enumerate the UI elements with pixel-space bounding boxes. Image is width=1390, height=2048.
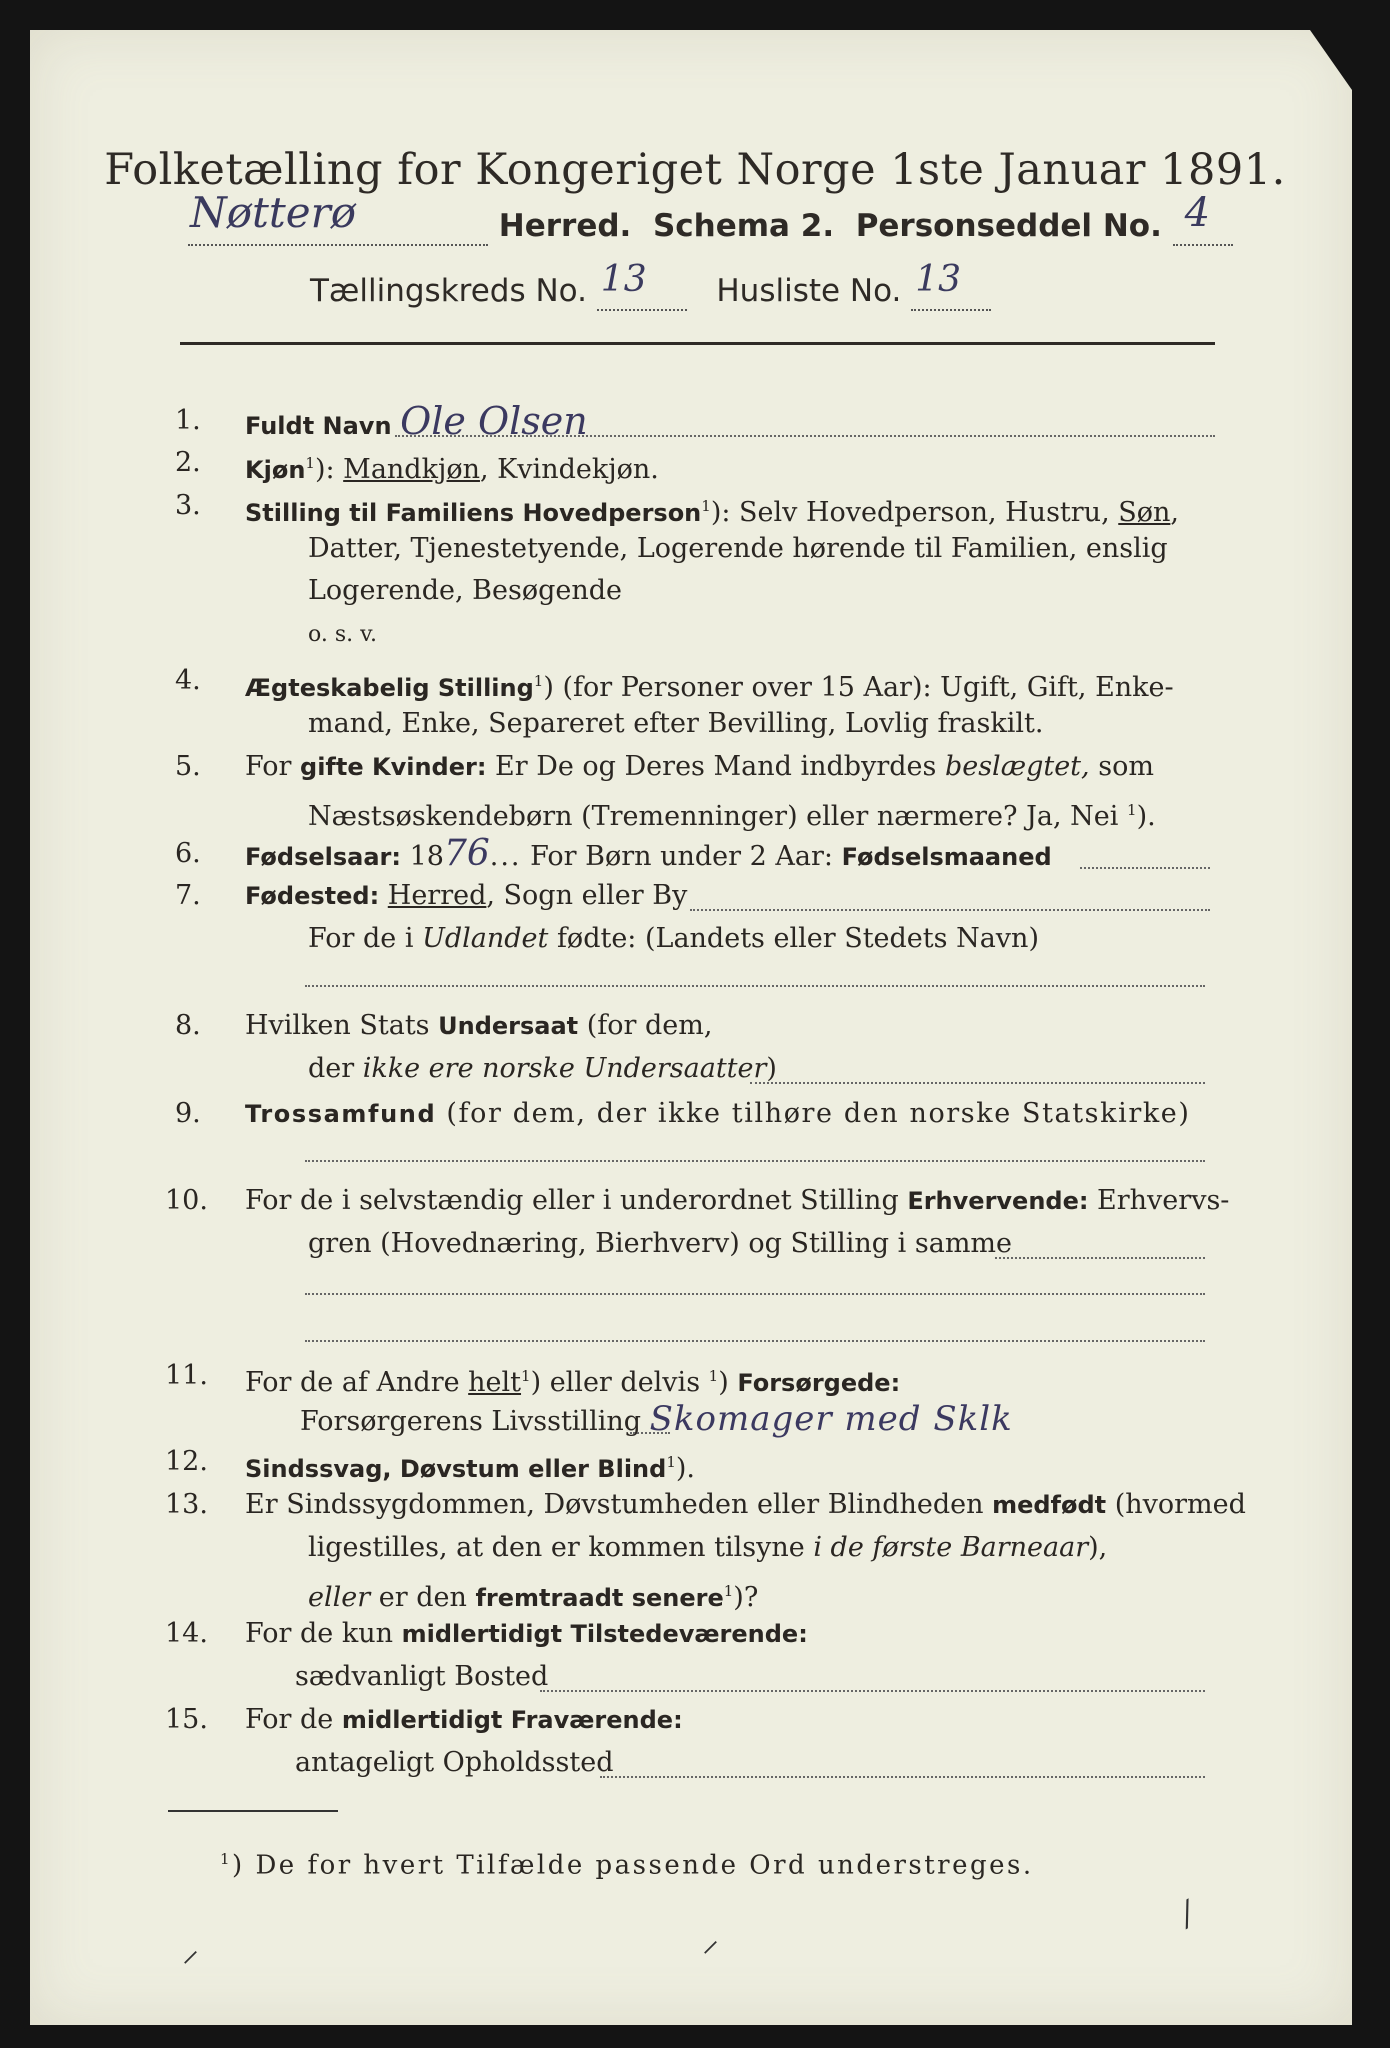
- schema-label: Schema 2.: [652, 208, 835, 244]
- field-7-line: [690, 909, 1210, 911]
- field-3-line-1: [245, 485, 1179, 534]
- field-4-sup: 1: [533, 672, 544, 690]
- field-9-rest: (for dem, der ikke tilhøre den norske Statskirke): [436, 1098, 1191, 1129]
- field-7-text-a: For de i: [308, 923, 423, 954]
- tick-mark-center: ⸝: [702, 1920, 719, 1960]
- husliste-label: Husliste No.: [716, 273, 902, 309]
- provider-occupation-label: Forsørgerens Livsstilling: [300, 1406, 642, 1437]
- husliste-field: [911, 259, 991, 311]
- taellingskreds-label: Tællingskreds No.: [310, 273, 587, 309]
- field-5-sup: 1: [1127, 801, 1137, 819]
- field-13-end: )?: [733, 1582, 759, 1613]
- field-2-colon: ):: [314, 454, 344, 485]
- field-13-text-d: ),: [1088, 1532, 1108, 1563]
- field-12-number: 12.: [165, 1446, 208, 1477]
- field-1-number: 1.: [175, 405, 201, 436]
- field-8-text-b: (for dem,: [578, 1010, 713, 1041]
- field-7-label: Fødested:: [245, 882, 380, 910]
- field-13-emphasis-2: eller: [308, 1582, 371, 1613]
- field-8-line-1: [245, 1005, 712, 1047]
- field-15-label: midlertidigt Fraværende:: [341, 1706, 683, 1734]
- field-5-label: gifte Kvinder:: [300, 753, 487, 781]
- herred-field: [188, 188, 488, 246]
- field-13-line-3: [308, 1570, 758, 1619]
- field-7-emphasis: Udlandet: [422, 923, 549, 954]
- field-8-emphasis: ikke ere norske Undersaatter: [362, 1053, 767, 1084]
- field-14-number: 14.: [165, 1618, 208, 1649]
- field-7-blank-line: [305, 985, 1205, 987]
- field-7-options: , Sogn eller By: [486, 880, 688, 911]
- field-8-label: Undersaat: [438, 1012, 579, 1040]
- field-12-label: Sindssvag, Døvstum eller Blind: [245, 1455, 667, 1483]
- field-1-label: Fuldt Navn: [245, 412, 392, 440]
- field-4-options-a: ) (for Personer over 15 Aar): Ugift, Gift, Enke-: [543, 672, 1174, 703]
- field-10-number: 10.: [165, 1185, 208, 1216]
- field-5-question: Næstsøskendebørn (Tremenninger) eller nærmere? Ja, Nei: [308, 801, 1128, 832]
- folded-corner: [1310, 30, 1352, 90]
- field-8-line: [750, 1082, 1205, 1084]
- field-14-text-a: For de kun: [245, 1618, 402, 1649]
- personseddel-value: 4: [1184, 190, 1211, 236]
- field-13-emphasis: i de første Barneaar: [813, 1532, 1089, 1563]
- field-11-line: [630, 1432, 670, 1434]
- field-3-line-2: Datter, Tjenestetyende, Logerende hørende til Familien, enslig: [308, 533, 1168, 564]
- field-5-line-1: [245, 746, 1154, 788]
- field-8-text-a: Hvilken Stats: [245, 1010, 439, 1041]
- field-11-label: Forsørgede:: [737, 1369, 901, 1397]
- field-13-line-2: [308, 1527, 1107, 1569]
- field-6-label: Fødselsaar:: [245, 843, 401, 871]
- field-5-line-2: [308, 789, 1156, 838]
- field-11-sup-2: 1: [708, 1367, 719, 1385]
- field-15-text-a: For de: [245, 1704, 342, 1735]
- field-10-blank-line-2: [305, 1340, 1205, 1342]
- field-13-text-c: ligestilles, at den er kommen tilsyne: [308, 1532, 814, 1563]
- presumed-residence-label: antageligt Opholdssted: [295, 1747, 614, 1778]
- field-11-text-b: ) eller delvis: [530, 1367, 709, 1398]
- field-3-comma: ,: [1170, 497, 1179, 528]
- support-option-fully: helt: [468, 1367, 522, 1398]
- field-12-text: [245, 1441, 695, 1490]
- husliste-value: 13: [915, 259, 962, 300]
- field-10-blank-line-1: [305, 1293, 1205, 1295]
- field-13-sup: 1: [723, 1582, 734, 1600]
- field-12-sup: 1: [666, 1453, 676, 1471]
- field-13-label-2: fremtraadt senere: [475, 1584, 724, 1612]
- personseddel-label: Personseddel No.: [855, 208, 1162, 244]
- birth-month-label: Fødselsmaaned: [841, 843, 1052, 871]
- field-5-text-a: Er De og Deres Mand indbyrdes: [486, 751, 945, 782]
- field-7-text-b: fødte: (Landets eller Stedets Navn): [548, 923, 1039, 954]
- field-13-text-a: Er Sindssygdommen, Døvstumheden eller Blindheden: [245, 1489, 993, 1520]
- field-10-text-a: For de i selvstændig eller i underordnet Stilling: [245, 1185, 908, 1216]
- taellingskreds-line: [310, 259, 991, 311]
- field-6-number: 6.: [175, 838, 201, 869]
- field-13-text-e: er den: [370, 1582, 476, 1613]
- full-name-value: Ole Olsen: [400, 399, 588, 443]
- field-7-line-1: [245, 875, 687, 917]
- presumed-residence-line: [600, 1776, 1205, 1778]
- field-10-line-2: gren (Hovednæring, Bierhverv) og Stilling i samme: [308, 1228, 1013, 1259]
- field-10-text-b: Erhvervs-: [1088, 1185, 1230, 1216]
- field-2-text: [245, 442, 659, 491]
- herred-line: [188, 188, 1233, 246]
- field-1-line: [395, 435, 1215, 437]
- field-10-label: Erhvervende:: [907, 1187, 1089, 1215]
- footnote: [220, 1850, 1034, 1881]
- field-7-number: 7.: [175, 880, 201, 911]
- field-3-sup: 1: [701, 497, 711, 515]
- tick-mark-right: ⁄: [1175, 1896, 1201, 1934]
- field-6-middle: For Børn under 2 Aar:: [521, 841, 842, 872]
- field-15-line-1: [245, 1699, 683, 1741]
- field-3-options-a: ): Selv Hovedperson, Hustru,: [710, 497, 1119, 528]
- field-13-number: 13.: [165, 1489, 208, 1520]
- field-7-line-2: [308, 918, 1039, 960]
- field-1-text: [245, 400, 588, 447]
- taellingskreds-field: [597, 259, 687, 311]
- personseddel-field: [1173, 190, 1233, 246]
- field-4-line-2: mand, Enke, Separeret efter Bevilling, Lovlig fraskilt.: [308, 708, 1044, 739]
- field-13-label: medfødt: [992, 1491, 1107, 1519]
- field-12-end: ).: [675, 1453, 695, 1484]
- field-14-line-1: [245, 1613, 808, 1655]
- field-11-line-2: [300, 1398, 1013, 1443]
- field-3-line-3: Logerende, Besøgende: [308, 575, 622, 606]
- provider-occupation-value: Skomager med Sklk: [649, 1399, 1013, 1439]
- field-4-label: Ægteskabelig Stilling: [245, 674, 534, 702]
- birth-year-value: 76: [443, 833, 490, 874]
- footnote-rule: [168, 1810, 338, 1812]
- field-4-line-1: [245, 660, 1174, 709]
- field-10-line-1: [245, 1180, 1229, 1222]
- field-11-text-a: For de af Andre: [245, 1367, 469, 1398]
- field-2-label: Kjøn: [245, 456, 306, 484]
- field-11-line-1: [245, 1355, 900, 1404]
- field-11-number: 11.: [165, 1360, 208, 1391]
- field-2-sup: 1: [305, 454, 315, 472]
- field-11-sup: 1: [521, 1367, 531, 1385]
- field-13-text-b: (hvormed: [1106, 1489, 1246, 1520]
- field-13-line-1: [245, 1484, 1246, 1526]
- usual-residence-label: sædvanligt Bosted: [295, 1661, 549, 1692]
- field-11-text-c: ): [718, 1367, 738, 1398]
- footnote-sup: 1: [220, 1850, 233, 1868]
- field-8-line-2: [308, 1048, 777, 1090]
- field-3-label: Stilling til Familiens Hovedperson: [245, 499, 702, 527]
- form-title: Folketælling for Kongeriget Norge 1ste Januar 1891.: [104, 145, 1286, 195]
- field-3-number: 3.: [175, 490, 201, 521]
- field-9-number: 9.: [175, 1098, 201, 1129]
- field-5-number: 5.: [175, 751, 201, 782]
- field-9-label: Trossamfund: [245, 1100, 437, 1128]
- field-5-emphasis: beslægtet,: [944, 751, 1090, 782]
- field-2-number: 2.: [175, 447, 201, 478]
- family-position-son: Søn: [1118, 497, 1171, 528]
- birth-year-prefix: 18: [401, 841, 444, 872]
- header-rule: [180, 342, 1215, 345]
- field-5-end: ).: [1136, 801, 1156, 832]
- herred-value: Nøtterø: [190, 188, 357, 237]
- field-4-number: 4.: [175, 665, 201, 696]
- field-9-text: [245, 1093, 1191, 1135]
- tick-mark-left: ⸝: [182, 1930, 199, 1970]
- field-8-number: 8.: [175, 1010, 201, 1041]
- field-5-text-b: som: [1089, 751, 1154, 782]
- sex-option-female: , Kvindekjøn.: [479, 454, 659, 485]
- birthplace-option-herred: Herred: [387, 880, 487, 911]
- birth-month-line: [1080, 867, 1210, 869]
- taellingskreds-value: 13: [600, 259, 647, 300]
- herred-label: Herred.: [498, 208, 632, 244]
- footnote-text: ) De for hvert Tilfælde passende Ord understreges.: [232, 1850, 1034, 1881]
- field-15-number: 15.: [165, 1704, 208, 1735]
- field-14-label: midlertidigt Tilstedeværende:: [401, 1620, 808, 1648]
- field-9-blank-line: [305, 1160, 1205, 1162]
- field-6-text: Fødselsaar: 1876... For Børn under 2 Aar: Fødselsmaaned: [245, 833, 1052, 874]
- field-10-line: [995, 1257, 1205, 1259]
- usual-residence-line: [540, 1690, 1205, 1692]
- field-5-prefix: For: [245, 751, 301, 782]
- sex-option-male: Mandkjøn: [343, 454, 480, 485]
- field-3-line-4: o. s. v.: [308, 622, 377, 647]
- field-8-text-c: der: [308, 1053, 363, 1084]
- field-8-text-d: ): [766, 1053, 777, 1084]
